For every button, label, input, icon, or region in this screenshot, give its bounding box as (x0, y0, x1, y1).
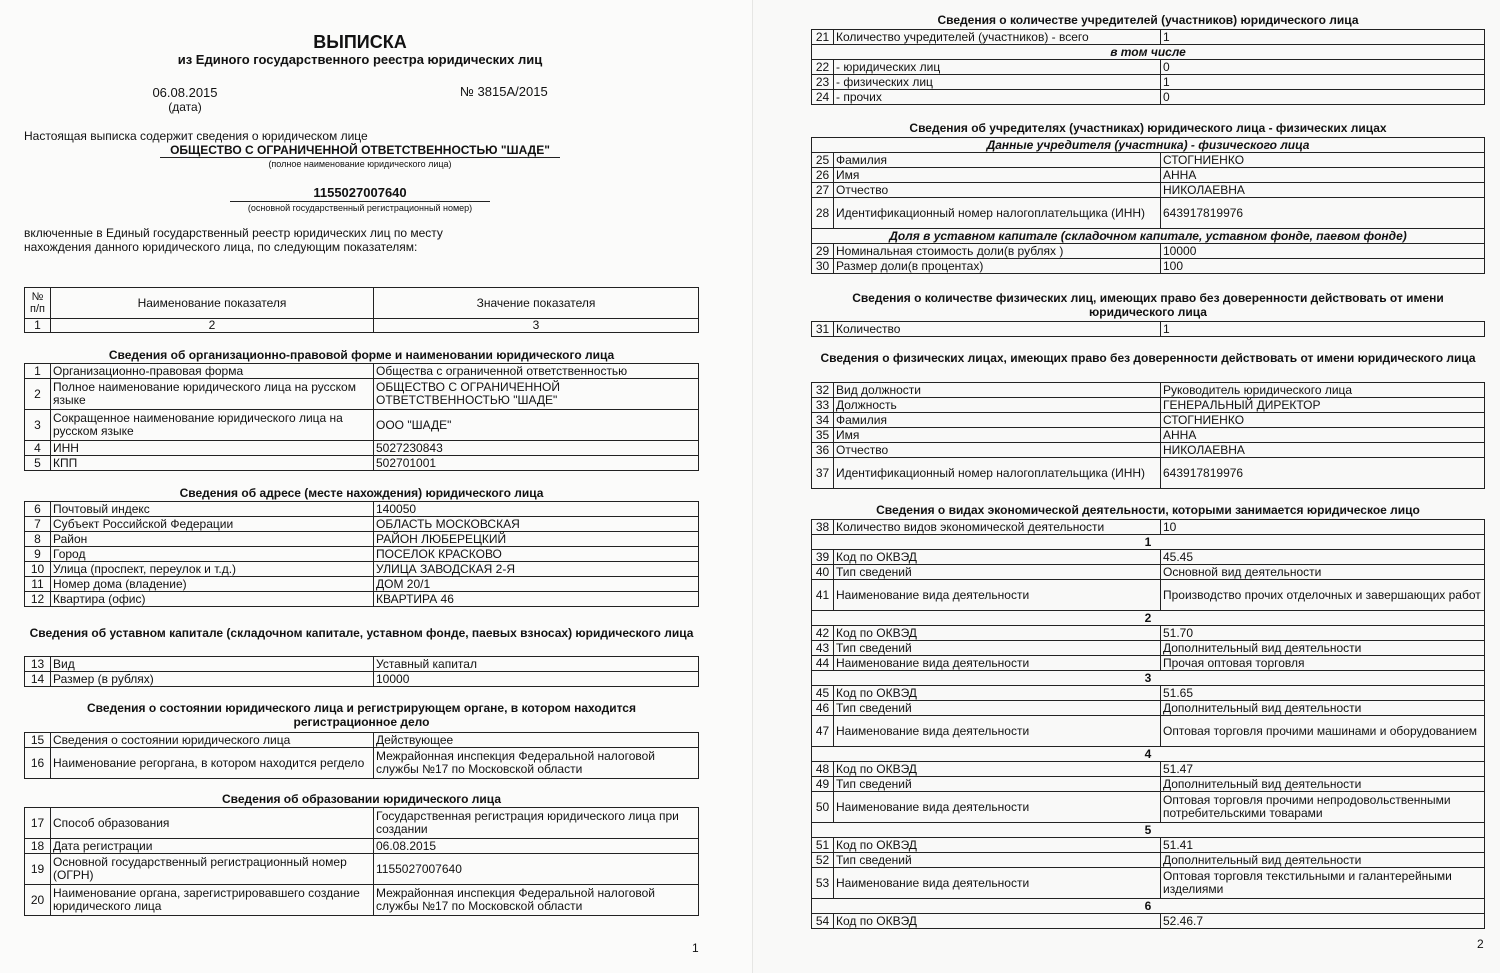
row-num: 30 (812, 259, 834, 274)
row-num: 13 (25, 657, 51, 672)
section-title: Сведения об учредителях (участниках) юридического лица - физических лицах (909, 121, 1387, 135)
row-value: 45.45 (1161, 550, 1485, 565)
row-num: 49 (812, 777, 834, 792)
section-title: Сведения об адресе (месте нахождения) юридического лица (179, 486, 544, 500)
row-label: Почтовый индекс (51, 502, 374, 517)
row-value: 51.41 (1161, 838, 1485, 853)
included-line-1: включенные в Единый государственный реестр юридических лиц по месту (24, 226, 443, 240)
row-value: СТОГНИЕНКО (1161, 153, 1485, 168)
row-label: Код по ОКВЭД (834, 914, 1161, 929)
row-label: Отчество (834, 443, 1161, 458)
row-value: 502701001 (374, 456, 699, 471)
row-label: Сокращенное наименование юридического лица на русском языке (51, 410, 374, 441)
row-num: 31 (812, 322, 834, 337)
row-num: 15 (25, 733, 51, 748)
row-num: 54 (812, 914, 834, 929)
section-table (811, 137, 1485, 274)
row-label: Имя (834, 168, 1161, 183)
subheader: Данные учредителя (участника) - физического лица (812, 138, 1485, 153)
row-label: Должность (834, 398, 1161, 413)
row-label: Наименование вида деятельности (834, 580, 1161, 611)
section-table (24, 732, 699, 779)
row-label: Фамилия (834, 153, 1161, 168)
row-num: 23 (812, 75, 834, 90)
row-value: СТОГНИЕНКО (1161, 413, 1485, 428)
row-label: Наименование вида деятельности (834, 656, 1161, 671)
row-label: Субъект Российской Федерации (51, 517, 374, 532)
row-num: 39 (812, 550, 834, 565)
activity-group-number: 2 (812, 611, 1485, 626)
row-num: 18 (25, 839, 51, 854)
row-label: Количество (834, 322, 1161, 337)
subheader: Доля в уставном капитале (складочном капитале, уставном фонде, паевом фонде) (812, 229, 1485, 244)
row-num: 53 (812, 868, 834, 899)
row-num: 3 (25, 410, 51, 441)
row-value: Государственная регистрация юридического лица при создании (374, 808, 699, 839)
row-value: 1 (1161, 322, 1485, 337)
row-label: Район (51, 532, 374, 547)
row-label: Способ образования (51, 808, 374, 839)
row-label: Тип сведений (834, 641, 1161, 656)
row-value: 643917819976 (1161, 458, 1485, 489)
row-label: Наименование вида деятельности (834, 716, 1161, 747)
row-num: 7 (25, 517, 51, 532)
row-num: 10 (25, 562, 51, 577)
page-2 (752, 0, 1500, 973)
row-value: АННА (1161, 428, 1485, 443)
row-value: 51.70 (1161, 626, 1485, 641)
row-value: 0 (1161, 90, 1485, 105)
row-label: Количество видов экономической деятельности (834, 520, 1161, 535)
row-num: 5 (25, 456, 51, 471)
row-value: ПОСЕЛОК КРАСКОВО (374, 547, 699, 562)
row-label: - прочих (834, 90, 1161, 105)
row-num: 42 (812, 626, 834, 641)
row-num: 21 (812, 30, 834, 45)
intro-text: Настоящая выписка содержит сведения о юридическом лице (24, 129, 368, 143)
row-label: Дата регистрации (51, 839, 374, 854)
org-name: ОБЩЕСТВО С ОГРАНИЧЕННОЙ ОТВЕТСТВЕННОСТЬЮ "ШАДЕ" (170, 143, 550, 157)
row-num: 47 (812, 716, 834, 747)
header-idx-2: 2 (51, 319, 374, 333)
row-value: 643917819976 (1161, 198, 1485, 229)
row-value: 5027230843 (374, 441, 699, 456)
row-num: 8 (25, 532, 51, 547)
row-value: Производство прочих отделочных и завершающих работ (1161, 580, 1485, 611)
row-label: КПП (51, 456, 374, 471)
row-num: 46 (812, 701, 834, 716)
ogrn-value: 1155027007640 (313, 185, 407, 200)
row-num: 27 (812, 183, 834, 198)
header-col-name: Наименование показателя (51, 288, 374, 319)
org-name-underline (160, 157, 560, 158)
row-label: Тип сведений (834, 565, 1161, 580)
activities-table (811, 519, 1485, 929)
row-label: Имя (834, 428, 1161, 443)
row-label: Тип сведений (834, 777, 1161, 792)
row-num: 16 (25, 748, 51, 779)
page-number: 2 (1477, 937, 1484, 951)
header-table (24, 287, 699, 333)
doc-date-label: (дата) (168, 100, 202, 114)
activity-group-number: 5 (812, 823, 1485, 838)
row-value: 1 (1161, 30, 1485, 45)
row-value: 51.47 (1161, 762, 1485, 777)
activity-group-number: 3 (812, 671, 1485, 686)
row-value: 1 (1161, 75, 1485, 90)
row-num: 2 (25, 379, 51, 410)
row-value: Дополнительный вид деятельности (1161, 777, 1485, 792)
section-table (24, 363, 699, 471)
row-value: Межрайонная инспекция Федеральной налоговой службы №17 по Московской области (374, 748, 699, 779)
row-value: Межрайонная инспекция Федеральной налоговой службы №17 по Московской области (374, 885, 699, 916)
row-num: 37 (812, 458, 834, 489)
row-label: Код по ОКВЭД (834, 550, 1161, 565)
section-title: Сведения об образовании юридического лица (222, 792, 501, 806)
activity-group-number: 1 (812, 535, 1485, 550)
row-num: 1 (25, 364, 51, 379)
row-label: Идентификационный номер налогоплательщика (ИНН) (834, 458, 1161, 489)
section-title: Сведения об уставном капитале (складочном капитале, уставном фонде, паевых взносах) юридического лица (29, 626, 694, 640)
row-num: 35 (812, 428, 834, 443)
row-value: КВАРТИРА 46 (374, 592, 699, 607)
row-num: 22 (812, 60, 834, 75)
row-num: 11 (25, 577, 51, 592)
activity-group-number: 6 (812, 899, 1485, 914)
row-value: Дополнительный вид деятельности (1161, 701, 1485, 716)
row-num: 26 (812, 168, 834, 183)
included-line-2: нахождения данного юридического лица, по следующим показателям: (24, 240, 418, 254)
row-num: 48 (812, 762, 834, 777)
row-label: Основной государственный регистрационный номер (ОГРН) (51, 854, 374, 885)
row-value: 06.08.2015 (374, 839, 699, 854)
row-value: Оптовая торговля прочими машинами и оборудованием (1161, 716, 1485, 747)
row-num: 33 (812, 398, 834, 413)
doc-title: ВЫПИСКА (313, 32, 407, 52)
row-num: 34 (812, 413, 834, 428)
section-title: Сведения о количестве физических лиц, имеющих право без доверенности действовать от имени юридического лица (852, 291, 1444, 319)
row-num: 20 (25, 885, 51, 916)
row-label: Код по ОКВЭД (834, 762, 1161, 777)
row-num: 4 (25, 441, 51, 456)
row-label: Квартира (офис) (51, 592, 374, 607)
row-value: 51.65 (1161, 686, 1485, 701)
row-label: Наименование вида деятельности (834, 792, 1161, 823)
doc-date: 06.08.2015 (152, 85, 218, 100)
header-idx-1: 1 (25, 319, 51, 333)
ogrn-caption: (основной государственный регистрационный номер) (247, 203, 473, 213)
subheader: в том числе (812, 45, 1485, 60)
row-label: Размер доли(в процентах) (834, 259, 1161, 274)
row-value: Дополнительный вид деятельности (1161, 641, 1485, 656)
row-value: Уставный капитал (374, 657, 699, 672)
row-value: ОБЩЕСТВО С ОГРАНИЧЕННОЙ ОТВЕТСТВЕННОСТЬЮ "ШАДЕ" (374, 379, 699, 410)
header-idx-3: 3 (374, 319, 699, 333)
row-value: Оптовая торговля прочими непродовольственными потребительскими товарами (1161, 792, 1485, 823)
row-value: 1155027007640 (374, 854, 699, 885)
header-col-value: Значение показателя (374, 288, 699, 319)
row-value: НИКОЛАЕВНА (1161, 183, 1485, 198)
row-num: 17 (25, 808, 51, 839)
row-label: Количество учредителей (участников) - всего (834, 30, 1161, 45)
row-num: 51 (812, 838, 834, 853)
row-num: 41 (812, 580, 834, 611)
row-value: Общества с ограниченной ответственностью (374, 364, 699, 379)
row-num: 32 (812, 383, 834, 398)
ogrn-underline (230, 201, 490, 202)
row-value: 10 (1161, 520, 1485, 535)
row-label: Вид должности (834, 383, 1161, 398)
row-num: 19 (25, 854, 51, 885)
row-label: Полное наименование юридического лица на русском языке (51, 379, 374, 410)
row-num: 52 (812, 853, 834, 868)
row-label: Город (51, 547, 374, 562)
row-num: 40 (812, 565, 834, 580)
row-label: Фамилия (834, 413, 1161, 428)
section-title: Сведения о физических лицах, имеющих право без доверенности действовать от имени юридического лица (820, 351, 1476, 365)
row-label: Номинальная стоимость доли(в рублях ) (834, 244, 1161, 259)
section-title: Сведения об организационно-правовой форме и наименовании юридического лица (108, 348, 615, 362)
row-value: Основной вид деятельности (1161, 565, 1485, 580)
row-label: Тип сведений (834, 853, 1161, 868)
row-num: 45 (812, 686, 834, 701)
row-label: Код по ОКВЭД (834, 626, 1161, 641)
row-value: Оптовая торговля текстильными и галантерейными изделиями (1161, 868, 1485, 899)
section-table (24, 807, 699, 916)
row-label: Отчество (834, 183, 1161, 198)
section-table (811, 321, 1485, 337)
section-table (24, 501, 699, 607)
row-value: АННА (1161, 168, 1485, 183)
row-value: ГЕНЕРАЛЬНЫЙ ДИРЕКТОР (1161, 398, 1485, 413)
section-title: Сведения о количестве учредителей (участников) юридического лица (937, 13, 1359, 27)
doc-subtitle: из Единого государственного реестра юридических лиц (177, 52, 543, 67)
row-num: 12 (25, 592, 51, 607)
row-value: Прочая оптовая торговля (1161, 656, 1485, 671)
row-value: 52.46.7 (1161, 914, 1485, 929)
org-name-caption: (полное наименование юридического лица) (268, 159, 452, 169)
row-num: 9 (25, 547, 51, 562)
row-num: 29 (812, 244, 834, 259)
row-value: ОБЛАСТЬ МОСКОВСКАЯ (374, 517, 699, 532)
row-label: Вид (51, 657, 374, 672)
row-value: 0 (1161, 60, 1485, 75)
row-value: РАЙОН ЛЮБЕРЕЦКИЙ (374, 532, 699, 547)
row-value: УЛИЦА ЗАВОДСКАЯ 2-Я (374, 562, 699, 577)
row-label: Идентификационный номер налогоплательщика (ИНН) (834, 198, 1161, 229)
row-value: 10000 (1161, 244, 1485, 259)
row-value: Дополнительный вид деятельности (1161, 853, 1485, 868)
row-value: 100 (1161, 259, 1485, 274)
row-label: Тип сведений (834, 701, 1161, 716)
row-num: 50 (812, 792, 834, 823)
row-label: Номер дома (владение) (51, 577, 374, 592)
row-value: 140050 (374, 502, 699, 517)
row-num: 43 (812, 641, 834, 656)
row-value: 10000 (374, 672, 699, 687)
row-label: ИНН (51, 441, 374, 456)
activity-group-number: 4 (812, 747, 1485, 762)
row-value: Руководитель юридического лица (1161, 383, 1485, 398)
row-label: - физических лиц (834, 75, 1161, 90)
header-col-num: № п/п (25, 288, 51, 319)
section-table (24, 656, 699, 687)
row-value: НИКОЛАЕВНА (1161, 443, 1485, 458)
section-title: Сведения о состоянии юридического лица и регистрирующем органе, в котором находится регистрационное дело (87, 701, 636, 729)
row-label: Код по ОКВЭД (834, 838, 1161, 853)
row-label: Наименование вида деятельности (834, 868, 1161, 899)
row-value: ДОМ 20/1 (374, 577, 699, 592)
row-num: 25 (812, 153, 834, 168)
row-value: ООО "ШАДЕ" (374, 410, 699, 441)
row-label: Улица (проспект, переулок и т.д.) (51, 562, 374, 577)
row-num: 14 (25, 672, 51, 687)
row-label: - юридических лиц (834, 60, 1161, 75)
row-num: 36 (812, 443, 834, 458)
section-table (811, 29, 1485, 105)
row-label: Организационно-правовая форма (51, 364, 374, 379)
row-label: Наименование регоргана, в котором находится регдело (51, 748, 374, 779)
page-number: 1 (692, 941, 699, 955)
row-num: 38 (812, 520, 834, 535)
doc-number: № 3815А/2015 (460, 84, 548, 99)
row-num: 28 (812, 198, 834, 229)
section-table (811, 382, 1485, 489)
row-num: 24 (812, 90, 834, 105)
section-title: Сведения о видах экономической деятельности, которыми занимается юридическое лицо (876, 503, 1420, 517)
row-label: Наименование органа, зарегистрировавшего создание юридического лица (51, 885, 374, 916)
row-num: 6 (25, 502, 51, 517)
row-label: Размер (в рублях) (51, 672, 374, 687)
row-label: Сведения о состоянии юридического лица (51, 733, 374, 748)
row-num: 44 (812, 656, 834, 671)
row-value: Действующее (374, 733, 699, 748)
row-label: Код по ОКВЭД (834, 686, 1161, 701)
